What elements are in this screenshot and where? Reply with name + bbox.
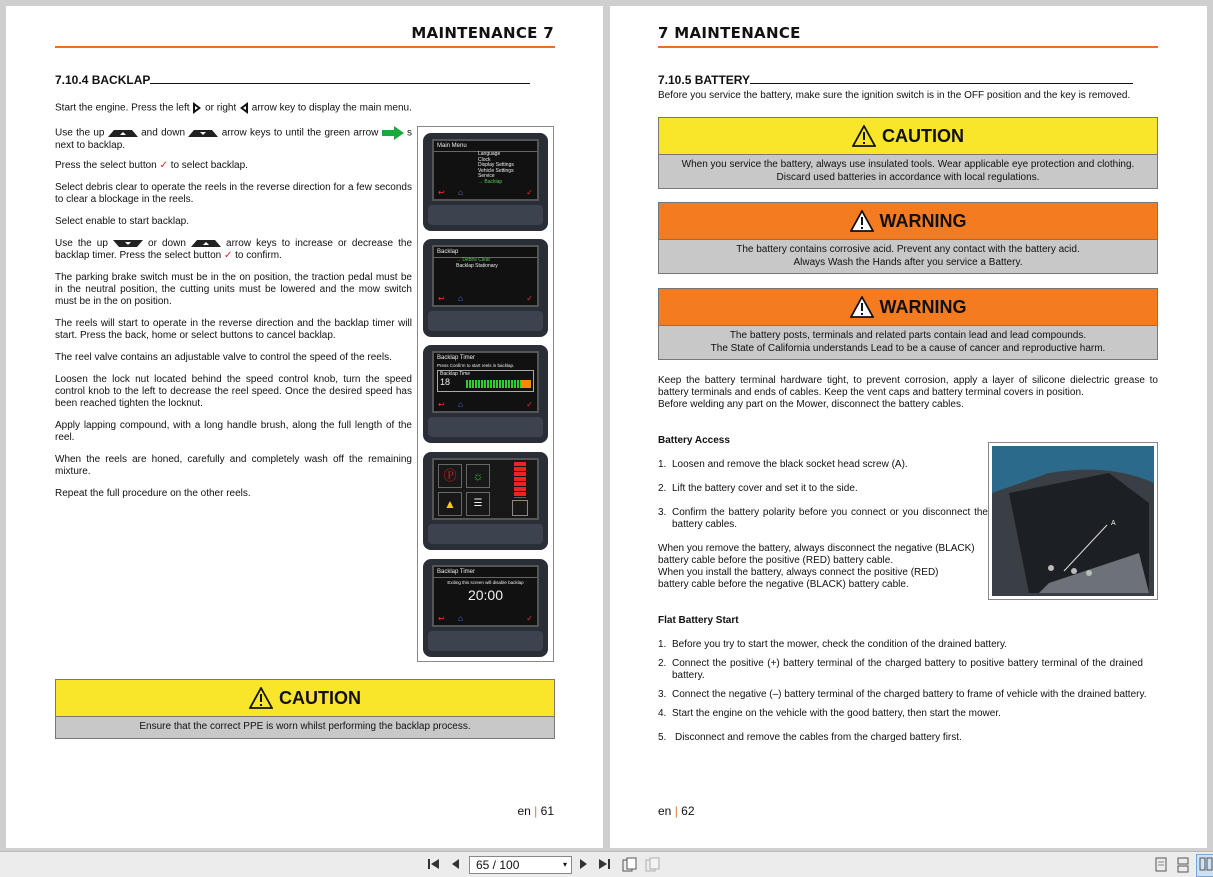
single-page-icon [1154, 857, 1168, 873]
right-arrow-key-icon [239, 101, 249, 115]
reel-icon: ☰ [466, 492, 490, 516]
para-enable: Select enable to start backlap. [55, 216, 189, 227]
flat-step: Before you try to start the mower, check the condition of the drained battery. [672, 639, 1007, 650]
home-icon: ⌂ [458, 188, 463, 197]
copy-page-icon [622, 857, 638, 873]
page-header: MAINTENANCE 7 [411, 24, 554, 42]
check-icon: ✓ [526, 614, 533, 623]
para-use-up-down: Use the up and down arrow keys to until the green arrow s next to backlap. [55, 127, 413, 151]
display-screen: Backlap Timer Press Confirm to start reels in backlap. Backlap Time 18 ↩ ⌂ ✓ [432, 351, 539, 413]
page-footer: en | 62 [658, 804, 695, 818]
warning-triangle-icon [852, 125, 876, 147]
display-panel [423, 133, 548, 231]
check-icon: ✓ [526, 294, 533, 303]
up-arrow-key-icon [113, 239, 143, 248]
back-icon: ↩ [438, 614, 445, 623]
warning-box-acid: WARNING The battery contains corrosive acid. Prevent any contact with the battery acid. Always Wash the Hands after you service a Battery. [658, 202, 1158, 274]
para-reverse: The reels will start to operate in the reverse direction and the backlap timer will start. Press the back, home or select buttons to cancel backlap. [55, 318, 412, 341]
chevron-down-icon[interactable]: ▾ [562, 860, 567, 869]
countdown-time: 20:00 [467, 587, 504, 603]
battery-maintenance-text: Keep the battery terminal hardware tight, to prevent corrosion, apply a layer of silicone dielectric grease to battery terminals and ends of cables. Keep the vent caps and battery terminal covers in position. Before welding any part on the Mower, disconnect the battery cables. [658, 375, 1158, 410]
para-lock-nut: Loosen the lock nut located behind the speed control knob, turn the speed control knob to the left to decrease the reel speed. Once the desired speed has been reached tighten the locknut. [55, 374, 412, 409]
flat-step: Start the engine on the vehicle with the good battery, then start the mower. [672, 708, 1001, 719]
select-check-icon: ✓ [223, 250, 233, 261]
header-rule [658, 46, 1158, 48]
section-title: 7.10.5 BATTERY [658, 73, 1133, 87]
back-icon: ↩ [438, 294, 445, 303]
remove-install-text: When you remove the battery, always disconnect the negative (BLACK) battery cable before the positive (RED) battery cable. When you install the battery, always connect the positive (RED) battery cable before the negative (BLACK) battery cable. [658, 543, 975, 590]
para-start-engine: Start the engine. Press the left or right arrow key to display the main menu. [55, 102, 412, 114]
section-title: 7.10.4 BACKLAP [55, 73, 530, 87]
display-screen: Main Menu Language Clock Display Settings Vehicle Settings Service → Backlap ↩ ⌂ ✓ [432, 139, 539, 201]
previous-page-icon [449, 857, 461, 871]
para-timer-keys: Use the up or down arrow keys to increase or decrease the backlap timer. Press the select button ✓ to confirm. [55, 238, 413, 261]
display-panel [423, 559, 548, 657]
page-header: 7 MAINTENANCE [658, 24, 801, 42]
display-panel [423, 452, 548, 550]
display-screen: Backlap → Debris Clear Backlap Stationary ↩ ⌂ ✓ [432, 245, 539, 307]
battery-access-title: Battery Access [658, 435, 730, 446]
access-step: Confirm the battery polarity before you connect or you disconnect the battery cables. [672, 507, 988, 530]
para-reel-valve: The reel valve contains an adjustable valve to control the speed of the reels. [55, 352, 392, 363]
down-arrow-key-icon [188, 129, 218, 138]
button-row [428, 417, 543, 437]
two-page-view-button[interactable] [1196, 854, 1213, 877]
first-page-icon [426, 857, 440, 871]
para-lapping: Apply lapping compound, with a long handle brush, along the full length of the reel. [55, 420, 412, 443]
paste-page-button[interactable] [645, 857, 661, 876]
display-screen: Backlap Timer Exiting this screen will disable backlap 20:00 ↩ ⌂ ✓ [432, 565, 539, 627]
flat-battery-title: Flat Battery Start [658, 615, 739, 626]
next-page-button[interactable] [578, 857, 590, 874]
flat-step: Connect the positive (+) battery terminal of the charged battery to positive battery terminal of the drained battery. [672, 658, 1143, 681]
warning-triangle-icon [249, 687, 273, 709]
check-icon: ✓ [526, 400, 533, 409]
parking-brake-icon: Ⓟ [438, 464, 462, 488]
timer-bar [466, 380, 526, 388]
access-step: Loosen and remove the black socket head screw (A). [672, 459, 908, 470]
warning-triangle-icon [850, 210, 874, 232]
green-arrow-icon [382, 126, 404, 140]
previous-page-button[interactable] [449, 857, 461, 874]
warning-lamps-screen [432, 458, 539, 520]
button-row [428, 205, 543, 225]
seat-icon: ▲ [438, 492, 462, 516]
continuous-page-icon [1176, 857, 1190, 873]
page-number-input[interactable]: 65 / 100 ▾ [469, 856, 572, 874]
last-page-button[interactable] [598, 857, 612, 874]
caution-box: CAUTION When you service the battery, always use insulated tools. Wear applicable eye protection and clothing. Discard used batteries in accordance with local regulations. [658, 117, 1158, 189]
continuous-view-button[interactable] [1176, 857, 1190, 876]
display-panel [423, 345, 548, 443]
display-screens-figure [417, 126, 554, 662]
first-page-button[interactable] [426, 857, 440, 874]
battery-intro: Before you service the battery, make sure the ignition switch is in the OFF position and the key is removed. [658, 90, 1131, 101]
flat-step: Disconnect and remove the cables from the charged battery first. [675, 732, 962, 743]
next-page-icon [578, 857, 590, 871]
button-row [428, 631, 543, 651]
home-icon: ⌂ [458, 400, 463, 409]
check-icon: ✓ [526, 188, 533, 197]
engine-icon: ☼ [466, 464, 490, 488]
flat-step: Connect the negative (–) battery terminal of the charged battery to frame of vehicle with the drained battery. [672, 689, 1147, 700]
warning-triangle-icon [850, 296, 874, 318]
level-bar [514, 462, 526, 498]
button-row [428, 524, 543, 544]
back-icon: ↩ [438, 400, 445, 409]
single-page-view-button[interactable] [1154, 857, 1168, 876]
warning-box-lead: WARNING The battery posts, terminals and related parts contain lead and lead compounds. The State of California understands Lead to be a cause of cancer and reproductive harm. [658, 288, 1158, 360]
para-parking-brake: The parking brake switch must be in the on position, the traction pedal must be in the neutral position, the cutting units must be lowered and the mow switch must be in the on position. [55, 272, 412, 307]
svg-text:A: A [1111, 520, 1116, 527]
left-page [6, 6, 603, 848]
viewer-toolbar [0, 851, 1213, 877]
home-icon: ⌂ [458, 614, 463, 623]
left-arrow-key-icon [192, 101, 202, 115]
para-select-button: Press the select button ✓ to select backlap. [55, 160, 248, 171]
button-row [428, 311, 543, 331]
display-panel [423, 239, 548, 337]
access-step: Lift the battery cover and set it to the side. [672, 483, 858, 494]
header-rule [55, 46, 555, 48]
right-page: 7 MAINTENANCE 7.10.5 BATTERY Before you service the battery, make sure the ignition switch is in the OFF position and the key is removed. CAUTION When you service the battery, always use insulated tools. Wear applicable eye protection and clothing. Discard used batteries in accordance with local regulations. WARNING The battery contains corrosive acid. Prevent any contact with the battery acid. Always Wash the Hands after you service a Battery. WARNING The battery posts, terminals and related parts contain lead and lead compounds. The State of California understands Lead to be a cause of cancer and reproductive harm. Keep the battery terminal hardware tight, to prevent corrosion, apply a layer of silicone dielectric grease to battery terminals and ends of cables. Keep the vent caps and battery terminal covers in position. Before welding any part on the Mower, disconnect the battery cables. Battery Access 1. Loosen and remove the black socket head screw (A). 2. Lift the battery cover and set it to the side. 3. Confirm the battery polarity before you connect or you disconnect the battery cables. When you remove the battery, always disconnect the negative (BLACK) battery cable before the positive (RED) battery cable. When you install the battery, always connect the positive (RED) battery cable before the negative (BLACK) battery cable. A Flat Battery Start 1. Before you try to start the mower, check the condition of the drained battery. 2. Connect the positive (+) battery terminal of the charged battery to positive battery terminal of the drained battery. 3. Connect the negative (–) battery terminal of the charged battery to frame of vehicle with the drained battery. 4. Start the engine on the vehicle with the good battery, then start the mower. 5. Disconnect and remove the cables from the charged battery first. en | 62 [610, 6, 1207, 848]
down-arrow-key-icon [191, 239, 221, 248]
paste-page-icon [645, 857, 661, 873]
para-debris-clear: Select debris clear to operate the reels in the reverse direction for a few seconds to clear a blockage in the reels. [55, 182, 412, 205]
home-icon: ⌂ [458, 294, 463, 303]
last-page-icon [598, 857, 612, 871]
caution-box: CAUTION Ensure that the correct PPE is worn whilst performing the backlap process. [55, 679, 555, 739]
select-check-icon: ✓ [159, 160, 168, 171]
back-icon: ↩ [438, 188, 445, 197]
rotate-page-button[interactable] [622, 857, 638, 876]
page-footer: en | 61 [517, 804, 554, 818]
para-honed: When the reels are honed, carefully and completely wash off the remaining mixture. [55, 454, 412, 477]
two-page-icon [1199, 857, 1213, 871]
para-repeat: Repeat the full procedure on the other reels. [55, 488, 251, 499]
fuel-icon [512, 500, 528, 516]
up-arrow-key-icon [108, 129, 138, 138]
battery-cover-photo [988, 442, 1158, 600]
menu-items: Language Clock Display Settings Vehicle Settings Service → Backlap [478, 151, 514, 185]
